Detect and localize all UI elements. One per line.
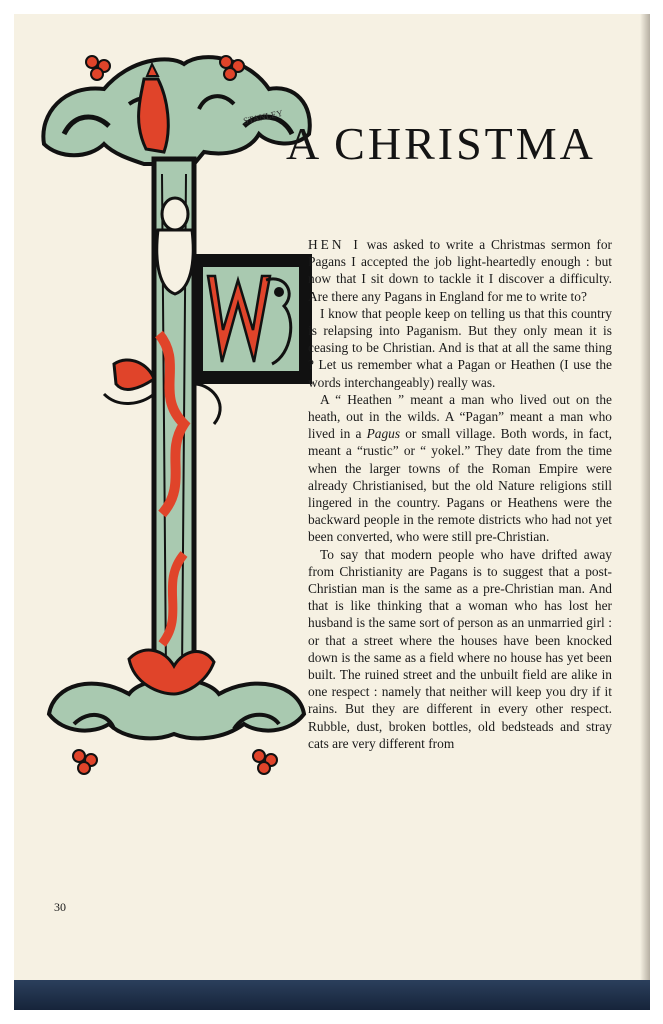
article-body: [308, 236, 612, 752]
drop-cap-continuation: HEN I: [308, 237, 361, 252]
book-page: [14, 14, 650, 1010]
illuminated-initial-t: [34, 34, 324, 794]
page-number: 30: [54, 900, 66, 914]
article-title: A CHRISTMA: [286, 118, 596, 169]
paragraph-3: A “ Heathen ” meant a man who lived out on the heath, out in the wilds. A “Pagan” meant a man who lived in a Pagus or small village. Both words, in fact, meant a “rustic” or “ yokel.” They date from the time when the larger towns of the Roman Empire were already Christianised, but the old Nature religions still lingered in the country. Pagans or Heathens were the backward people in the remote districts who had not yet been converted, who were still pre-Christian.: [308, 391, 612, 545]
berry-cluster-bottom-left: [73, 750, 97, 774]
paragraph-text: was asked to write a Christmas sermon for Pagans I accepted the job light-heartedly enough : but now that I sit down to tackle it I discover a difficulty. Are there any Pagans in England for me to write to?: [308, 237, 612, 304]
svg-text:STANLEY: STANLEY: [242, 107, 284, 126]
berry-cluster-bottom-right: [253, 750, 277, 774]
italic-term: Pagus: [366, 426, 401, 442]
page-gutter-shadow: [640, 14, 650, 980]
bottom-binding-band: [14, 980, 650, 1010]
berry-cluster-top-left: [86, 56, 110, 80]
saint-figure: [157, 198, 193, 294]
paragraph-1: [308, 236, 612, 305]
letter-crossbar: [192, 254, 312, 384]
paragraph-4: To say that modern people who have drifted away from Christianity are Pagans is to suggest that a post-Christian man is the same as a pre-Christian man. And that is like thinking that a woman who has lost her husband is the same sort of person as an unmarried girl : or that a street where the houses have been knocked down is the same as a field where no house has yet been built. The ruined street and the unbuilt field are alike in one respect : namely that neither will keep you dry if it rains. But they are different in every other respect. Rubble, dust, broken bottles, old bedsteads and stray cats are very different from: [308, 546, 612, 751]
base-ornament: [49, 650, 304, 738]
leaf-ornament-left: [104, 360, 154, 403]
paragraph-2: I know that people keep on telling us that this country is relapsing into Paganism. But they only mean it is ceasing to be Christian. And is that at all the same thing ? Let us remember what a Pagan or Heathen (I use the words interchangeably) really was.: [308, 305, 612, 390]
leaf-ornament-right: [196, 384, 220, 424]
